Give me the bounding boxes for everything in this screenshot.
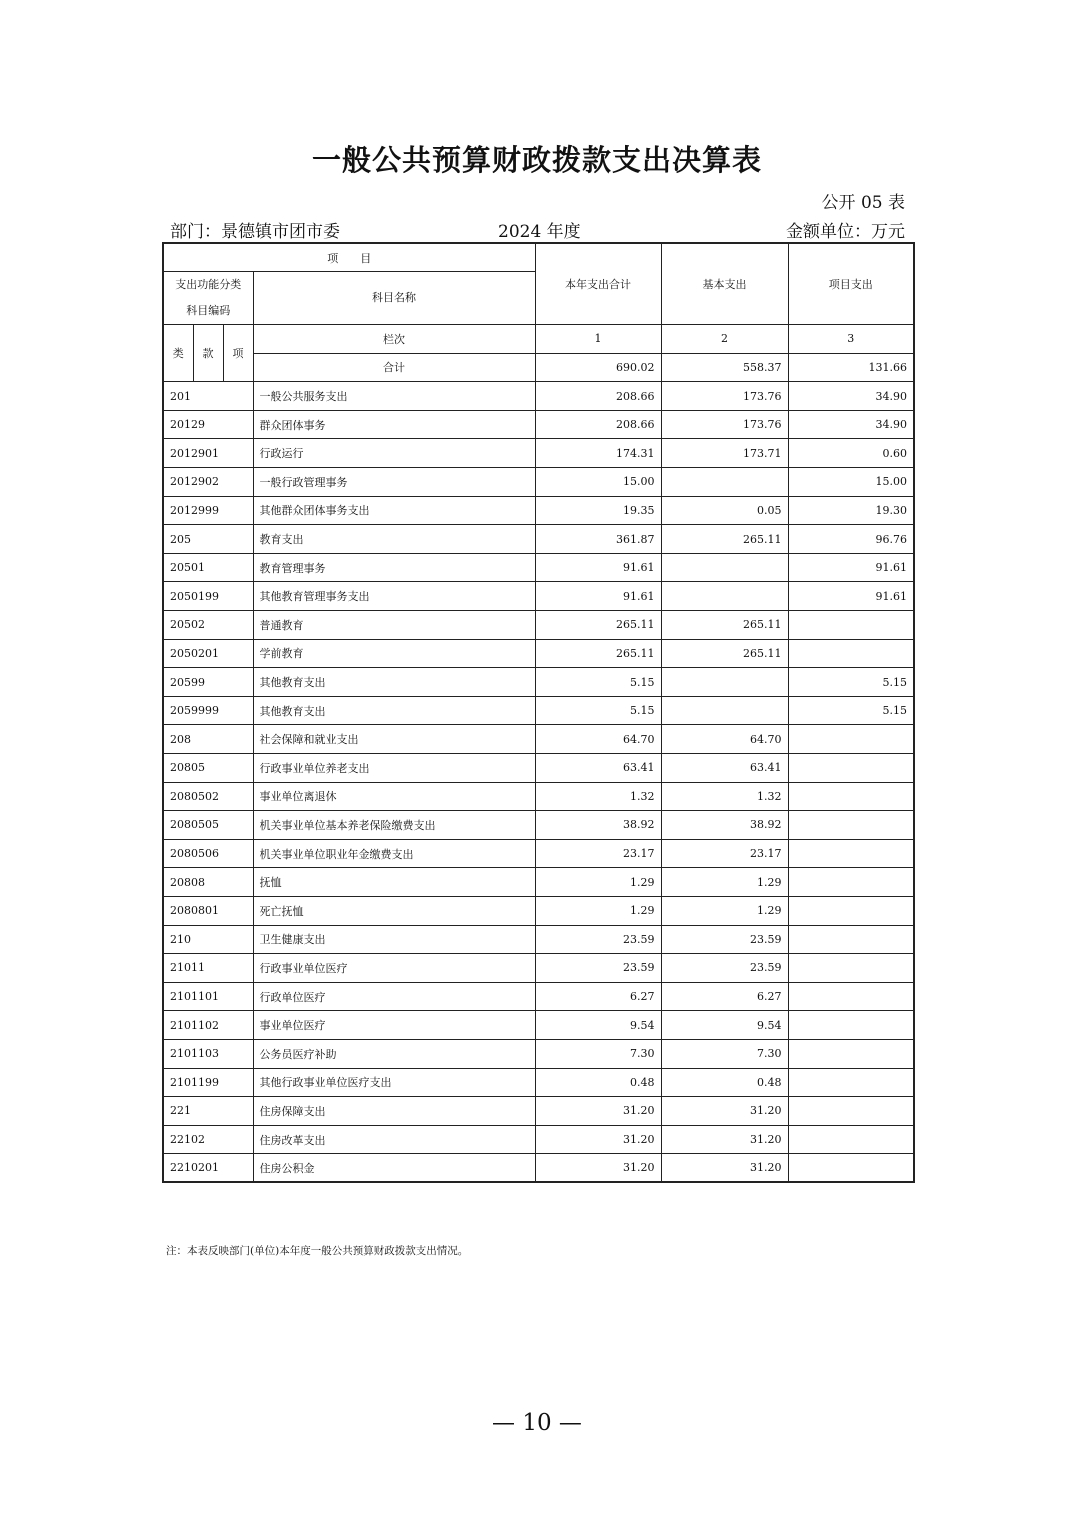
row-project — [788, 1011, 914, 1040]
row-subject-name: 其他行政事业单位医疗支出 — [253, 1068, 535, 1097]
row-code: 2080505 — [163, 811, 253, 840]
table-row — [163, 668, 914, 697]
table-row — [163, 754, 914, 783]
table-row — [163, 782, 914, 811]
row-project — [788, 896, 914, 925]
row-subject-name: 普通教育 — [253, 611, 535, 640]
row-project: 0.60 — [788, 439, 914, 468]
header-lanci: 栏次 — [253, 325, 535, 354]
row-basic: 265.11 — [661, 639, 788, 668]
row-code: 20805 — [163, 754, 253, 783]
table-row — [163, 1068, 914, 1097]
row-code: 2050201 — [163, 639, 253, 668]
row-subject-name: 行政事业单位养老支出 — [253, 754, 535, 783]
row-subject-name: 其他教育支出 — [253, 696, 535, 725]
row-total: 15.00 — [535, 468, 661, 497]
row-basic: 265.11 — [661, 611, 788, 640]
row-total: 31.20 — [535, 1125, 661, 1154]
table-row — [163, 1154, 914, 1183]
row-code: 2210201 — [163, 1154, 253, 1183]
total-row — [163, 353, 914, 382]
table-row — [163, 954, 914, 983]
header-project: 项 目 — [163, 243, 535, 272]
row-basic: 31.20 — [661, 1125, 788, 1154]
table-row — [163, 468, 914, 497]
row-basic: 9.54 — [661, 1011, 788, 1040]
row-basic — [661, 468, 788, 497]
row-basic: 265.11 — [661, 525, 788, 554]
row-subject-name: 机关事业单位基本养老保险缴费支出 — [253, 811, 535, 840]
row-total: 1.32 — [535, 782, 661, 811]
table-row — [163, 925, 914, 954]
row-total: 91.61 — [535, 582, 661, 611]
row-subject-name: 一般行政管理事务 — [253, 468, 535, 497]
table-row — [163, 811, 914, 840]
row-subject-name: 机关事业单位职业年金缴费支出 — [253, 839, 535, 868]
table-row — [163, 410, 914, 439]
row-total: 5.15 — [535, 696, 661, 725]
header-col1: 1 — [535, 325, 661, 354]
table-row — [163, 582, 914, 611]
fiscal-year: 2024 年度 — [498, 222, 581, 242]
table-row — [163, 639, 914, 668]
table-row — [163, 439, 914, 468]
row-project: 15.00 — [788, 468, 914, 497]
row-total: 23.59 — [535, 954, 661, 983]
row-subject-name: 教育管理事务 — [253, 553, 535, 582]
row-basic: 7.30 — [661, 1039, 788, 1068]
row-basic: 64.70 — [661, 725, 788, 754]
header-kuan: 款 — [193, 325, 223, 382]
row-subject-name: 一般公共服务支出 — [253, 382, 535, 411]
row-total: 1.29 — [535, 896, 661, 925]
row-subject-name: 其他教育支出 — [253, 668, 535, 697]
row-total: 31.20 — [535, 1154, 661, 1183]
row-code: 2080801 — [163, 896, 253, 925]
row-basic: 173.76 — [661, 410, 788, 439]
table-row — [163, 982, 914, 1011]
total-sum: 690.02 — [535, 353, 661, 382]
page-number: — 10 — — [492, 1410, 582, 1436]
table-row — [163, 496, 914, 525]
row-total: 0.48 — [535, 1068, 661, 1097]
row-subject-name: 其他群众团体事务支出 — [253, 496, 535, 525]
row-code: 20129 — [163, 410, 253, 439]
row-project: 5.15 — [788, 696, 914, 725]
table-row — [163, 725, 914, 754]
row-project — [788, 839, 914, 868]
row-code: 20599 — [163, 668, 253, 697]
page-title: 一般公共预算财政拨款支出决算表 — [311, 143, 762, 177]
total-project: 131.66 — [788, 353, 914, 382]
row-project — [788, 725, 914, 754]
row-code: 21011 — [163, 954, 253, 983]
row-subject-name: 学前教育 — [253, 639, 535, 668]
row-code: 2012901 — [163, 439, 253, 468]
row-code: 208 — [163, 725, 253, 754]
row-total: 1.29 — [535, 868, 661, 897]
row-subject-name: 教育支出 — [253, 525, 535, 554]
table-row — [163, 896, 914, 925]
row-code: 201 — [163, 382, 253, 411]
row-subject-name: 住房保障支出 — [253, 1097, 535, 1126]
header-project-col: 项目支出 — [788, 243, 914, 325]
row-subject-name: 住房公积金 — [253, 1154, 535, 1183]
row-project: 34.90 — [788, 382, 914, 411]
total-basic: 558.37 — [661, 353, 788, 382]
row-code: 20501 — [163, 553, 253, 582]
row-code: 2012902 — [163, 468, 253, 497]
row-subject-name: 社会保障和就业支出 — [253, 725, 535, 754]
table-note: 注：本表反映部门(单位)本年度一般公共预算财政拨款支出情况。 — [166, 1245, 469, 1257]
row-project: 91.61 — [788, 553, 914, 582]
row-code: 2101103 — [163, 1039, 253, 1068]
row-total: 174.31 — [535, 439, 661, 468]
row-project — [788, 782, 914, 811]
row-basic: 23.17 — [661, 839, 788, 868]
row-basic — [661, 696, 788, 725]
row-code: 2101101 — [163, 982, 253, 1011]
table-row — [163, 1125, 914, 1154]
row-subject-name: 事业单位医疗 — [253, 1011, 535, 1040]
row-project — [788, 982, 914, 1011]
department-label: 部门：景德镇市团市委 — [170, 222, 340, 242]
row-project — [788, 1039, 914, 1068]
row-code: 2050199 — [163, 582, 253, 611]
row-basic: 1.32 — [661, 782, 788, 811]
row-project: 91.61 — [788, 582, 914, 611]
row-project — [788, 1154, 914, 1183]
row-project: 34.90 — [788, 410, 914, 439]
total-label: 合计 — [253, 353, 535, 382]
header-total-col: 本年支出合计 — [535, 243, 661, 325]
row-subject-name: 抚恤 — [253, 868, 535, 897]
row-project — [788, 639, 914, 668]
header-lei: 类 — [163, 325, 193, 382]
row-subject-name: 卫生健康支出 — [253, 925, 535, 954]
form-code: 公开 05 表 — [821, 193, 905, 213]
header-basic-col: 基本支出 — [661, 243, 788, 325]
row-total: 31.20 — [535, 1097, 661, 1126]
row-code: 20808 — [163, 868, 253, 897]
row-code: 2059999 — [163, 696, 253, 725]
row-total: 7.30 — [535, 1039, 661, 1068]
row-subject-name: 群众团体事务 — [253, 410, 535, 439]
row-code: 22102 — [163, 1125, 253, 1154]
row-code: 205 — [163, 525, 253, 554]
row-basic: 6.27 — [661, 982, 788, 1011]
row-basic: 1.29 — [661, 868, 788, 897]
row-code: 2101102 — [163, 1011, 253, 1040]
row-total: 63.41 — [535, 754, 661, 783]
header-xiang: 项 — [223, 325, 253, 382]
row-project — [788, 754, 914, 783]
row-basic: 31.20 — [661, 1097, 788, 1126]
row-subject-name: 行政事业单位医疗 — [253, 954, 535, 983]
row-total: 5.15 — [535, 668, 661, 697]
row-total: 265.11 — [535, 639, 661, 668]
table-row — [163, 1011, 914, 1040]
header-col3: 3 — [788, 325, 914, 354]
row-project — [788, 1097, 914, 1126]
row-basic — [661, 582, 788, 611]
row-project: 19.30 — [788, 496, 914, 525]
row-basic — [661, 668, 788, 697]
row-basic: 23.59 — [661, 954, 788, 983]
row-total: 9.54 — [535, 1011, 661, 1040]
row-subject-name: 行政单位医疗 — [253, 982, 535, 1011]
row-basic: 38.92 — [661, 811, 788, 840]
row-total: 23.17 — [535, 839, 661, 868]
table-row — [163, 696, 914, 725]
row-project: 5.15 — [788, 668, 914, 697]
row-total: 38.92 — [535, 811, 661, 840]
row-basic: 173.76 — [661, 382, 788, 411]
row-total: 64.70 — [535, 725, 661, 754]
row-basic: 173.71 — [661, 439, 788, 468]
row-subject-name: 死亡抚恤 — [253, 896, 535, 925]
table-row — [163, 839, 914, 868]
header-col2: 2 — [661, 325, 788, 354]
row-code: 2080506 — [163, 839, 253, 868]
row-total: 91.61 — [535, 553, 661, 582]
row-subject-name: 事业单位离退休 — [253, 782, 535, 811]
budget-table — [162, 242, 915, 1183]
row-basic: 31.20 — [661, 1154, 788, 1183]
header-func-code: 支出功能分类科目编码 — [163, 272, 253, 325]
row-subject-name: 其他教育管理事务支出 — [253, 582, 535, 611]
row-basic: 63.41 — [661, 754, 788, 783]
row-project — [788, 1068, 914, 1097]
row-project — [788, 611, 914, 640]
table-row — [163, 525, 914, 554]
row-code: 2012999 — [163, 496, 253, 525]
row-project — [788, 1125, 914, 1154]
row-basic: 23.59 — [661, 925, 788, 954]
row-total: 208.66 — [535, 382, 661, 411]
row-code: 20502 — [163, 611, 253, 640]
row-code: 2101199 — [163, 1068, 253, 1097]
row-code: 221 — [163, 1097, 253, 1126]
table-row — [163, 611, 914, 640]
row-project: 96.76 — [788, 525, 914, 554]
row-basic — [661, 553, 788, 582]
row-total: 361.87 — [535, 525, 661, 554]
row-project — [788, 868, 914, 897]
row-project — [788, 925, 914, 954]
row-basic: 0.05 — [661, 496, 788, 525]
table-row — [163, 1039, 914, 1068]
row-subject-name: 公务员医疗补助 — [253, 1039, 535, 1068]
table-row — [163, 553, 914, 582]
header-subject-name: 科目名称 — [253, 272, 535, 325]
table-row — [163, 868, 914, 897]
row-project — [788, 811, 914, 840]
data-rows — [163, 382, 914, 1183]
row-total: 265.11 — [535, 611, 661, 640]
row-project — [788, 954, 914, 983]
row-subject-name: 行政运行 — [253, 439, 535, 468]
row-total: 6.27 — [535, 982, 661, 1011]
row-code: 210 — [163, 925, 253, 954]
table-row — [163, 382, 914, 411]
amount-unit: 金额单位：万元 — [786, 222, 905, 242]
row-subject-name: 住房改革支出 — [253, 1125, 535, 1154]
row-total: 19.35 — [535, 496, 661, 525]
row-basic: 1.29 — [661, 896, 788, 925]
row-code: 2080502 — [163, 782, 253, 811]
table-row — [163, 1097, 914, 1126]
row-basic: 0.48 — [661, 1068, 788, 1097]
row-total: 23.59 — [535, 925, 661, 954]
row-total: 208.66 — [535, 410, 661, 439]
